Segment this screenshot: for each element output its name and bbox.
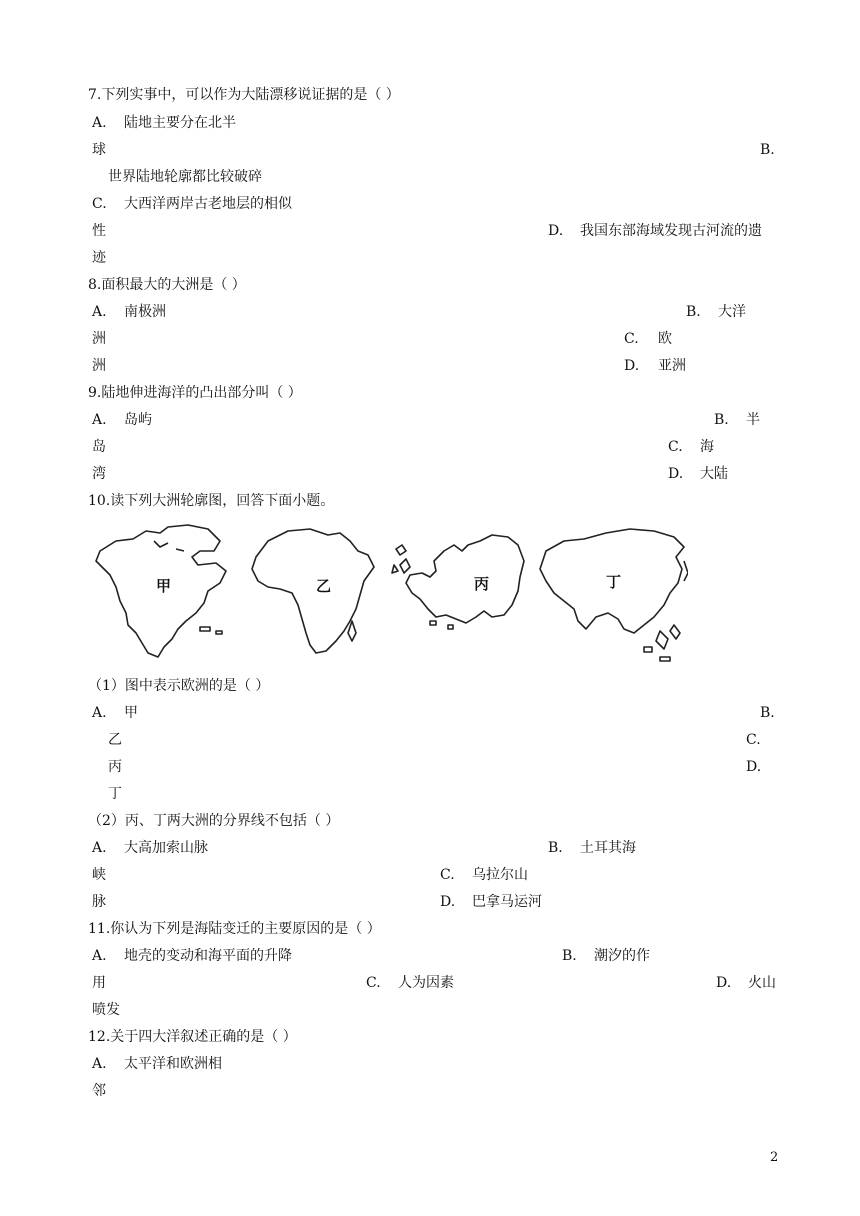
map-label-bing: 丙 [474, 575, 490, 593]
q9-option-c-label: C. [668, 439, 683, 455]
q7-option-a-wrap: 球 [92, 142, 106, 158]
q8-option-c-wrap: 洲 [92, 358, 106, 374]
q11-option-a-text: 地壳的变动和海平面的升降 [124, 948, 292, 964]
q11-option-c-text: 人为因素 [398, 975, 454, 991]
continent-outline-maps [88, 521, 688, 669]
q8-stem: 8.面积最大的大洲是（ ） [88, 277, 246, 293]
q7-option-b-text: 世界陆地轮廓都比较破碎 [108, 169, 262, 185]
q7-option-a-label: A. [92, 115, 107, 131]
q8-option-b-wrap: 洲 [92, 331, 106, 347]
q10-1-option-c-wrap: 丙 [108, 759, 122, 775]
q9-option-d-label: D. [668, 466, 684, 482]
q11-stem: 11.你认为下列是海陆变迁的主要原因的是（ ） [88, 921, 381, 937]
q9-option-c-text: 海 [700, 439, 714, 455]
q7-option-b-label: B. [760, 142, 775, 158]
q7-option-a-text: 陆地主要分在北半 [124, 115, 236, 131]
q9-option-c-wrap: 湾 [92, 466, 106, 482]
q10-2-option-b-label: B. [548, 840, 563, 856]
q11-option-c-label: C. [366, 975, 381, 991]
q9-option-a-text: 岛屿 [124, 412, 152, 428]
q10-1-option-b-label: B. [760, 705, 775, 721]
q11-option-b-text: 潮汐的作 [594, 948, 650, 964]
q10-1-option-a-label: A. [92, 705, 107, 721]
q10-1-option-c-label: C. [746, 732, 761, 748]
map-label-yi: 乙 [316, 577, 332, 595]
q9-stem: 9.陆地伸进海洋的凸出部分叫（ ） [88, 385, 302, 401]
q10-2-option-b-text: 土耳其海 [580, 840, 636, 856]
q7-option-c-wrap: 性 [92, 223, 106, 239]
q11-option-d-text: 火山 [748, 975, 776, 991]
map-label-jia: 甲 [156, 577, 172, 595]
q12-stem: 12.关于四大洋叙述正确的是（ ） [88, 1029, 297, 1045]
q7-option-d-text: 我国东部海域发现古河流的遗 [580, 223, 762, 239]
q8-option-c-text: 欧 [658, 331, 672, 347]
q10-2-option-d-text: 巴拿马运河 [472, 894, 542, 910]
q12-option-a-text: 太平洋和欧洲相 [124, 1056, 222, 1072]
q10-2-option-c-wrap: 脉 [92, 894, 106, 910]
q9-option-a-label: A. [92, 412, 107, 428]
q11-option-a-label: A. [92, 948, 107, 964]
q9-option-b-wrap: 岛 [92, 439, 106, 455]
q12-option-a-label: A. [92, 1056, 107, 1072]
q9-option-d-text: 大陆 [700, 466, 728, 482]
q8-option-a-label: A. [92, 304, 107, 320]
q10-2-option-c-label: C. [440, 867, 455, 883]
q11-option-d-wrap: 喷发 [92, 1002, 120, 1018]
q8-option-d-label: D. [624, 358, 640, 374]
q10-1-option-d-wrap: 丁 [108, 786, 122, 802]
q11-option-d-label: D. [716, 975, 732, 991]
q10-1-option-b-wrap: 乙 [108, 732, 122, 748]
q10-2-option-b-wrap: 峡 [92, 867, 106, 883]
q10-1-stem: （1）图中表示欧洲的是（ ） [88, 678, 270, 694]
q10-stem: 10.读下列大洲轮廓图，回答下面小题。 [88, 493, 335, 509]
q7-option-c-label: C. [92, 196, 107, 212]
q8-option-a-text: 南极洲 [124, 304, 166, 320]
q10-2-option-a-text: 大高加索山脉 [124, 840, 208, 856]
q12-option-a-wrap: 邻 [92, 1083, 106, 1099]
q8-option-b-label: B. [686, 304, 701, 320]
map-label-ding: 丁 [606, 573, 622, 591]
q10-2-stem: （2）丙、丁两大洲的分界线不包括（ ） [88, 813, 340, 829]
q8-option-c-label: C. [624, 331, 639, 347]
q10-1-option-d-label: D. [746, 759, 762, 775]
q7-option-c-text: 大西洋两岸古老地层的相似 [124, 196, 292, 212]
q7-stem: 7.下列实事中，可以作为大陆漂移说证据的是（ ） [88, 87, 400, 103]
q11-option-b-label: B. [562, 948, 577, 964]
q10-2-option-a-label: A. [92, 840, 107, 856]
q7-option-d-label: D. [548, 223, 564, 239]
q10-2-option-c-text: 乌拉尔山 [472, 867, 528, 883]
q10-1-option-a-text: 甲 [124, 705, 138, 721]
q9-option-b-text: 半 [746, 412, 760, 428]
q8-option-d-text: 亚洲 [658, 358, 686, 374]
q10-2-option-d-label: D. [440, 894, 456, 910]
q8-option-b-text: 大洋 [718, 304, 746, 320]
map-europe [406, 535, 524, 623]
q9-option-b-label: B. [714, 412, 729, 428]
q7-option-d-wrap: 迹 [92, 250, 106, 266]
page-number: 2 [770, 1150, 779, 1165]
q11-option-b-wrap: 用 [92, 975, 106, 991]
